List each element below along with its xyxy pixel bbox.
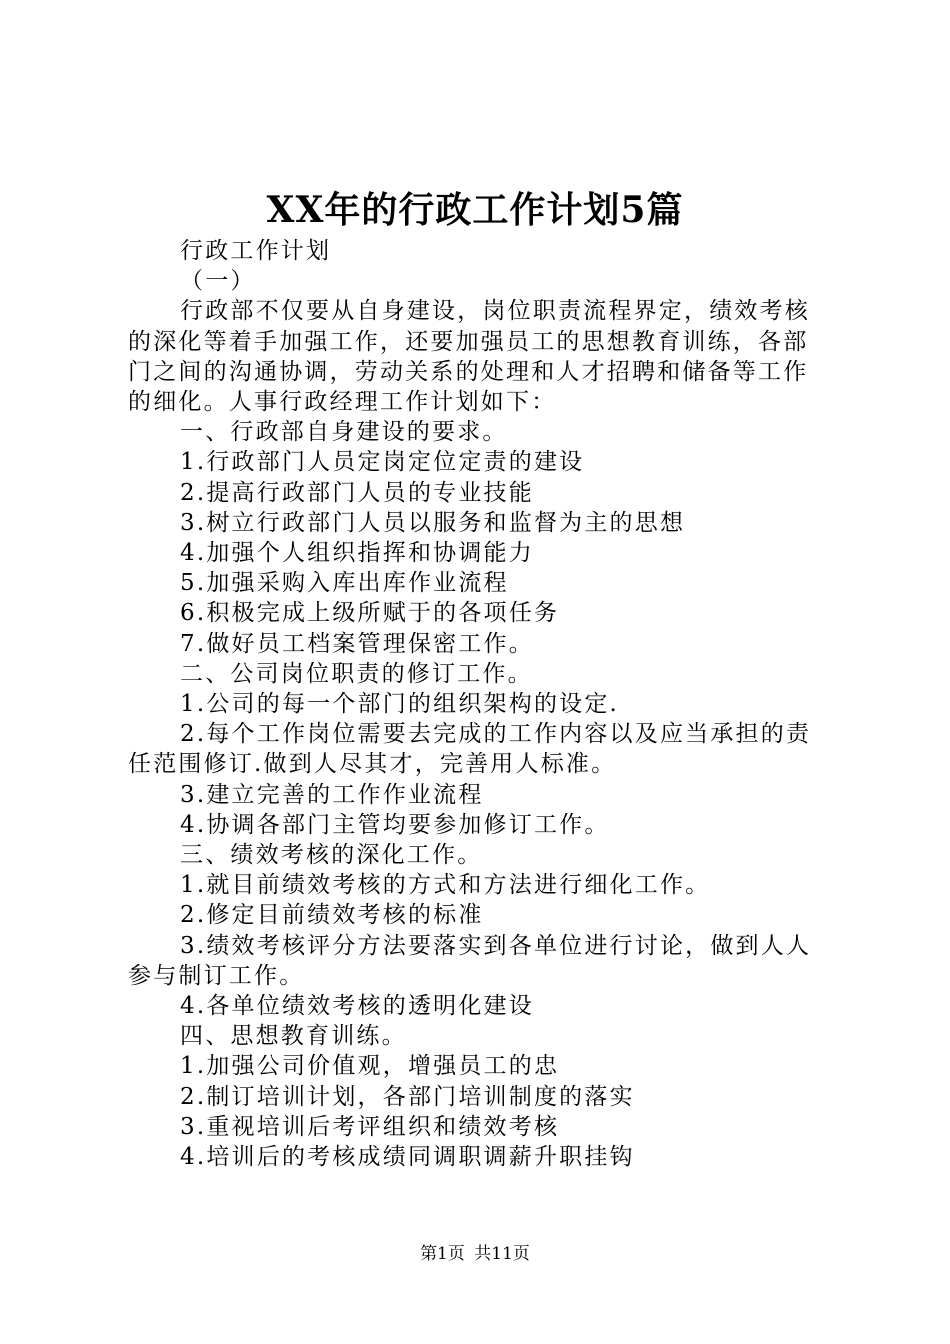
list-item: 1.行政部门人员定岗定位定责的建设: [180, 449, 585, 476]
list-item: 参与制订工作。: [128, 962, 305, 989]
list-item: 2.提高行政部门人员的专业技能: [180, 479, 534, 506]
list-item: 任范围修订.做到人尽其才，完善用人标准。: [128, 751, 617, 778]
list-item: 3.绩效考核评分方法要落实到各单位进行讨论，做到人人: [180, 932, 812, 959]
page-total: 共11页: [474, 1244, 530, 1264]
list-item: 2.制订培训计划，各部门培训制度的落实: [180, 1083, 635, 1110]
section-heading: 一、行政部自身建设的要求。: [180, 419, 508, 446]
list-item: 2.每个工作岗位需要去完成的工作内容以及应当承担的责: [180, 721, 812, 748]
list-item: 4.协调各部门主管均要参加修订工作。: [180, 811, 610, 838]
list-item: 2.修定目前绩效考核的标准: [180, 902, 484, 929]
list-item: 4.加强个人组织指挥和协调能力: [180, 540, 534, 567]
list-item: 3.树立行政部门人员以服务和监督为主的思想: [180, 509, 686, 536]
list-item: 5.加强采购入库出库作业流程: [180, 570, 509, 597]
page-footer: [0, 1242, 950, 1266]
list-item: 3.重视培训后考评组织和绩效考核: [180, 1113, 560, 1140]
body-line: 行政工作计划: [180, 238, 332, 264]
section-heading: 四、思想教育训练。: [180, 1023, 407, 1050]
list-item: 1.就目前绩效考核的方式和方法进行细化工作。: [180, 872, 711, 899]
list-item: 1.加强公司价值观，增强员工的忠: [180, 1053, 560, 1080]
body-line: （一）: [180, 268, 256, 295]
list-item: 4.各单位绩效考核的透明化建设: [180, 993, 534, 1020]
body-line: 的细化。人事行政经理工作计划如下：: [128, 389, 557, 416]
list-item: 4.培训后的考核成绩同调职调薪升职挂钩: [180, 1144, 635, 1171]
body-line: 的深化等着手加强工作，还要加强员工的思想教育训练，各部: [128, 328, 809, 355]
list-item: 7.做好员工档案管理保密工作。: [180, 630, 534, 657]
document-title: XX年的行政工作计划5篇: [266, 189, 684, 231]
body-line: 行政部不仅要从自身建设，岗位职责流程界定，绩效考核: [180, 298, 810, 325]
list-item: 1.公司的每一个部门的组织架构的设定.: [180, 691, 620, 718]
list-item: 6.积极完成上级所赋于的各项任务: [180, 600, 560, 627]
body-line: 门之间的沟通协调，劳动关系的处理和人才招聘和储备等工作: [128, 358, 809, 385]
page-number: 第1页: [420, 1244, 465, 1264]
section-heading: 二、公司岗位职责的修订工作。: [180, 660, 533, 687]
list-item: 3.建立完善的工作作业流程: [180, 781, 484, 808]
section-heading: 三、绩效考核的深化工作。: [180, 842, 483, 869]
document-body: [128, 236, 832, 1172]
